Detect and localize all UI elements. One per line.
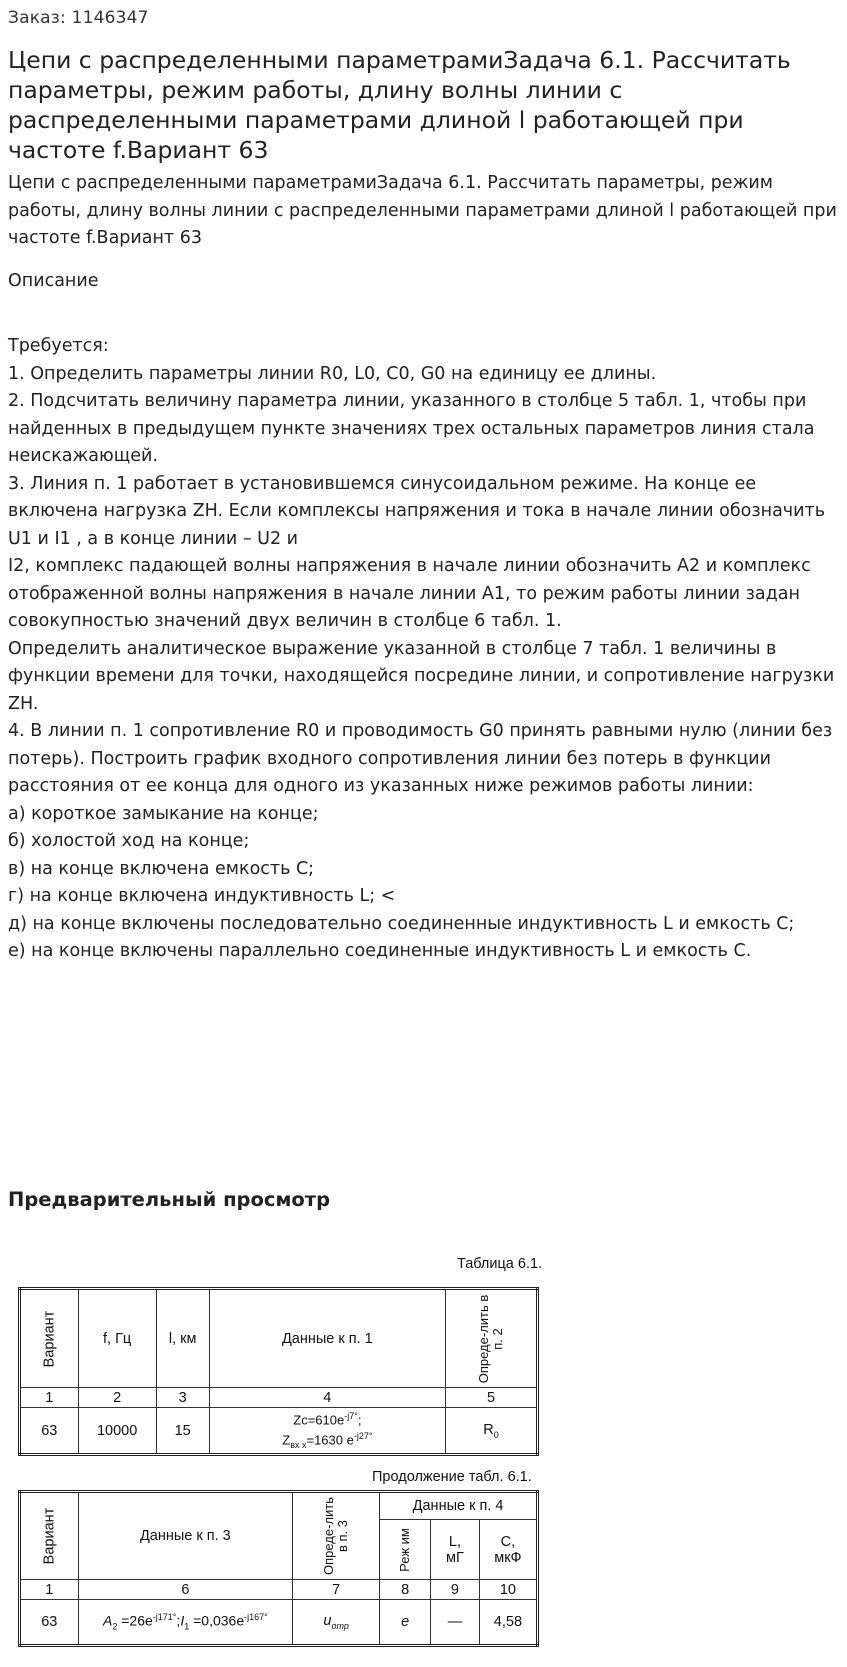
preview-title: Предварительный просмотр: [8, 1188, 331, 1211]
table2-caption: Продолжение табл. 6.1.: [372, 1469, 532, 1485]
table1-number-cell: 1: [20, 1388, 79, 1408]
table1-data-cell: 63: [20, 1408, 79, 1455]
requirement-item: 2. Подсчитать величину параметра линии, указанного в столбце 5 табл. 1, чтобы при найденных в предыдущем пункте значениях трех остальных параметров линия стала неискажающей.: [8, 391, 815, 466]
table1-number-cell: 5: [445, 1388, 537, 1408]
table2-number-cell: 10: [479, 1580, 537, 1600]
table1-data-cell: 10000: [78, 1408, 156, 1455]
table1-number-cell: 2: [78, 1388, 156, 1408]
requirements-list: [8, 333, 843, 966]
table2-data-cell: $u_{отр}$: [293, 1600, 380, 1646]
table1-data-cell: $Zc=610e^{-j7^\circ}$; $Z_{вх х}=1630$ $e^{-j27^\circ}$: [209, 1408, 445, 1455]
table2-header-cell: Опреде-лить в п. 3: [293, 1492, 380, 1580]
intro-text: Цепи с распределенными параметрамиЗадача 6.1. Рассчитать параметры, режим работы, длину волны линии с распределенными параметрами длиной l работающей при частоте f.Вариант 63: [8, 173, 837, 248]
table2-number-cell: 7: [293, 1580, 380, 1600]
table2-header-cell: L, мГ: [431, 1520, 480, 1580]
table1-header-row: [20, 1289, 538, 1388]
requirement-item: 3. Линия п. 1 работает в установившемся синусоидальном режиме. На конце ее включена нагрузка ZH. Если комплексы напряжения и тока в начале линии обозначить U1 и I1 , а в конце линии – U2 и: [8, 473, 826, 549]
table1-data-cell: 15: [156, 1408, 209, 1455]
requirement-item: 1. Определить параметры линии R0, L0, C0, G0 на единицу ее длины.: [8, 363, 657, 384]
table1-number-row: [20, 1388, 538, 1408]
table2-number-row: [20, 1580, 538, 1600]
table2-header-cell: Реж им: [380, 1520, 431, 1580]
requirement-item: I2, комплекс падающей волны напряжения в начале линии обозначить A2 и комплекс отображенной волны напряжения в начале линии A1, то режим работы линии задан совокупностью значений двух величин в столбце 6 табл. 1.: [8, 556, 811, 631]
table2-data-cell: е: [380, 1600, 431, 1646]
table2-header-cell: Вариант: [20, 1492, 79, 1580]
requirement-option: а) короткое замыкание на конце;: [8, 803, 319, 824]
requirement-option: г) на конце включена индуктивность L; <: [8, 886, 396, 906]
table1-header-cell: f, Гц: [78, 1289, 156, 1388]
table1-header-cell: l, км: [156, 1289, 209, 1388]
description-label: Описание: [8, 271, 99, 291]
table2-header-cell: Данные к п. 3: [78, 1492, 293, 1580]
table1-data-cell: $R_0$: [445, 1408, 537, 1455]
table2-data-cell: —: [431, 1600, 480, 1646]
requirement-option: в) на конце включена емкость C;: [8, 858, 315, 879]
table2-data-cell: $A_2$ $=26e^{-j171^\circ};I_1 =0,036e^{-j167^\circ}$: [78, 1600, 293, 1646]
requirement-item: 4. В линии п. 1 сопротивление R0 и проводимость G0 принять равными нулю (линии без потерь). Построить график входного сопротивления линии без потерь в функции расстояния от ее конца для одного из указанных ниже режимов работы линии:: [8, 721, 833, 796]
table2: [18, 1490, 539, 1647]
requirement-option: е) на конце включены параллельно соединенные индуктивность L и емкость C.: [8, 941, 752, 961]
table2-number-cell: 8: [380, 1580, 431, 1600]
table1-caption: Таблица 6.1.: [457, 1256, 543, 1272]
table1-header-cell: Вариант: [20, 1289, 79, 1388]
table1-data-row: [20, 1408, 538, 1455]
table2-number-cell: 6: [78, 1580, 293, 1600]
table2-header-row: [20, 1492, 538, 1520]
table1-header-cell: Данные к п. 1: [209, 1289, 445, 1388]
table1-header-cell: Опреде-лить в п. 2: [445, 1289, 537, 1388]
page-title: Цепи с распределенными параметрамиЗадача 6.1. Рассчитать параметры, режим работы, длину волны линии с распределенными параметрами длиной l работающей при частоте f.Вариант 63: [8, 46, 791, 164]
requirement-option: б) холостой ход на конце;: [8, 831, 250, 851]
table2-data-cell: 63: [20, 1600, 79, 1646]
table2-header-cell: C, мкФ: [479, 1520, 537, 1580]
requirements-heading: Требуется:: [8, 336, 109, 356]
table2-number-cell: 9: [431, 1580, 480, 1600]
table1-number-cell: 4: [209, 1388, 445, 1408]
table1-number-cell: 3: [156, 1388, 209, 1408]
table1: [18, 1287, 539, 1456]
requirement-item: Определить аналитическое выражение указанной в столбце 7 табл. 1 величины в функции времени для точки, находящейся посредине линии, и сопротивление нагрузки ZH.: [8, 638, 835, 714]
table2-number-cell: 1: [20, 1580, 79, 1600]
requirement-option: д) на конце включены последовательно соединенные индуктивность L и емкость C;: [8, 913, 795, 934]
table2-header-cell: Данные к п. 4: [380, 1492, 538, 1520]
order-number: Заказ: 1146347: [8, 8, 149, 28]
table2-data-row: [20, 1600, 538, 1646]
table2-data-cell: 4,58: [479, 1600, 537, 1646]
